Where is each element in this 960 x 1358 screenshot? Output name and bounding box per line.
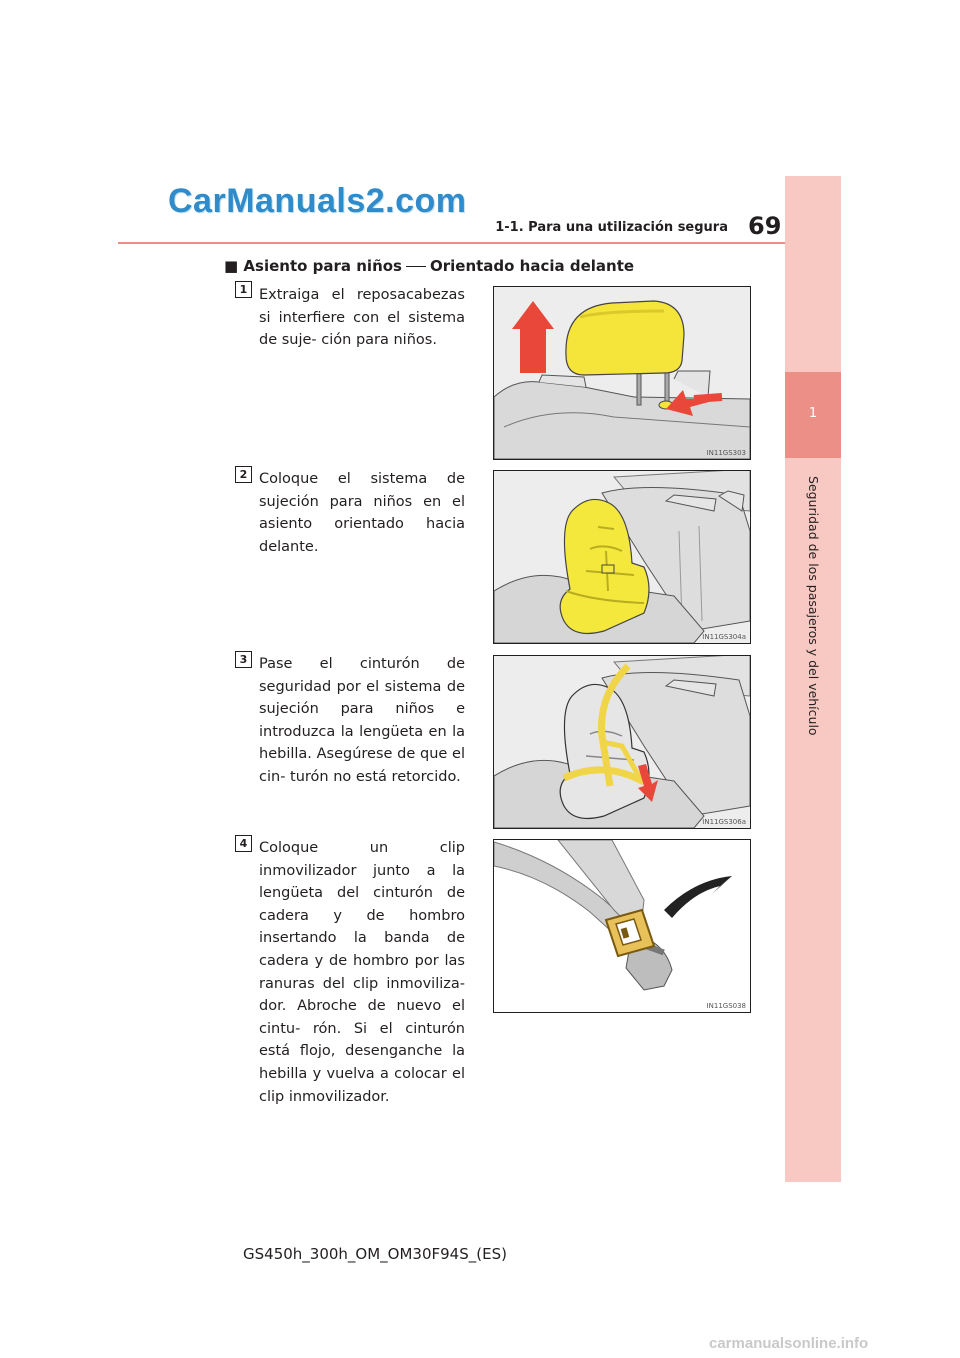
chapter-title: Seguridad de los pasajeros y del vehículo: [806, 476, 821, 736]
header-divider: [118, 242, 840, 244]
subsection-title-right: Orientado hacia delante: [429, 257, 635, 275]
step-text-2: Coloque el sistema de sujeción para niños en el asiento orientado hacia delante.: [259, 471, 465, 555]
title-dash: [406, 266, 426, 267]
bullet-square-icon: ■: [224, 257, 239, 275]
figure-code-4: IN11GS038: [706, 1002, 746, 1010]
figure-code-2: IN11GS304a: [702, 633, 746, 641]
step-text-4: Coloque un clip inmovilizador junto a la lengüeta del cinturón de cadera y de hombro insertando la banda de cadera y de hombro por las ranuras del clip inmoviliza- dor. Abroche de nuevo el cintu- rón. Si el cinturón está flojo, desenganche la hebilla y vuelva a colocar el clip inmovilizador.: [259, 840, 465, 1105]
step-number-1: 1: [235, 281, 252, 298]
step-number-4: 4: [235, 835, 252, 852]
step-number-2: 2: [235, 466, 252, 483]
step-number-3: 3: [235, 651, 252, 668]
section-label: 1-1. Para una utilización segura: [495, 220, 728, 235]
subsection-title-left: Asiento para niños: [243, 257, 402, 275]
chapter-side-tab: [785, 176, 841, 1182]
chapter-number: 1: [808, 406, 818, 421]
watermark-logo-top: CarManuals2.com: [168, 182, 467, 220]
figure-child-seat-placement: [493, 470, 751, 644]
page-number: 69: [748, 212, 782, 240]
figure-code-3: IN11GS306a: [702, 818, 746, 826]
subsection-title: [224, 257, 634, 275]
figure-code-1: IN11GS303: [706, 449, 746, 457]
figure-headrest-removal: [493, 286, 751, 460]
step-text-1: Extraiga el reposacabezas si interfiere con el sistema de suje- ción para niños.: [259, 287, 465, 349]
step-text-3: Pase el cinturón de seguridad por el sistema de sujeción para niños e introduzca la lengüeta en la hebilla. Asegúrese de que el cin- turón no está retorcido.: [259, 656, 465, 785]
chapter-number-tab: [785, 372, 841, 458]
watermark-logo-bottom: carmanualsonline.info: [709, 1335, 869, 1352]
figure-locking-clip: [493, 839, 751, 1013]
manual-code-footer: GS450h_300h_OM_OM30F94S_(ES): [243, 1245, 507, 1263]
figure-belt-routing: [493, 655, 751, 829]
